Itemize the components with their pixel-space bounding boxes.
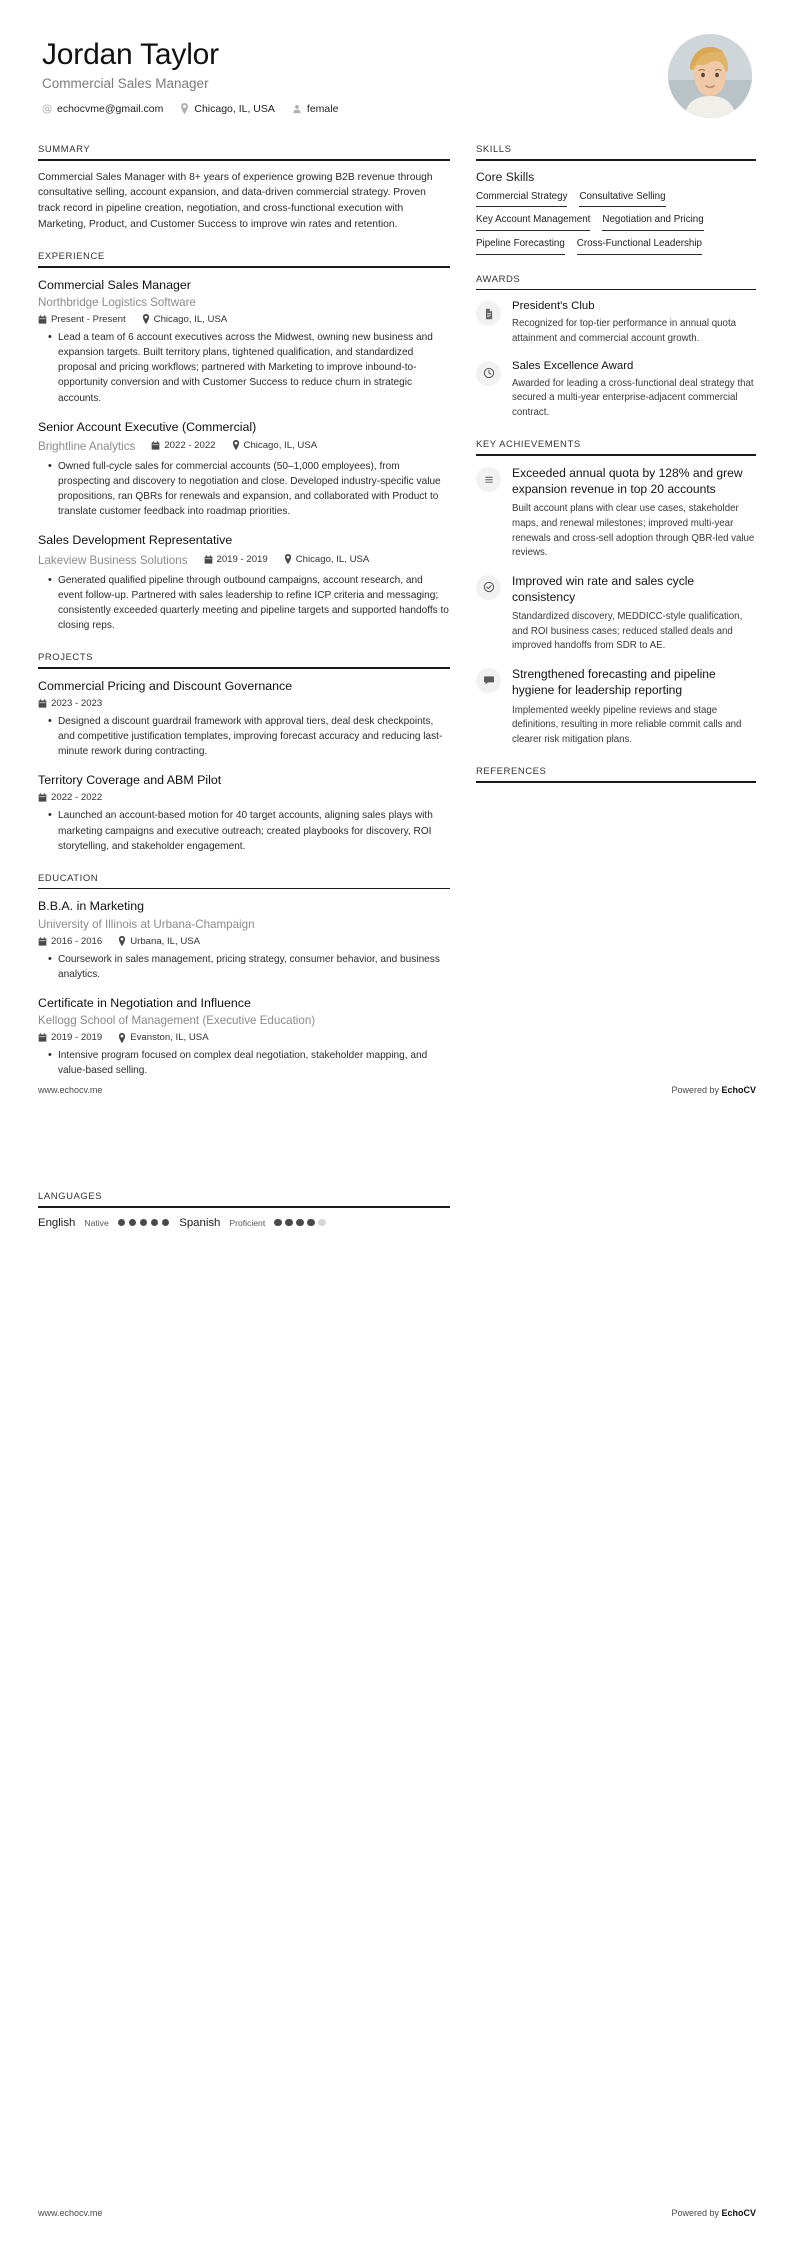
achievement-item <box>476 573 756 654</box>
rating-dot <box>318 1219 326 1227</box>
email-icon <box>42 104 52 114</box>
section-title-skills: SKILLS <box>476 144 512 155</box>
section-divider <box>38 1206 450 1208</box>
achievement-description: Implemented weekly pipeline reviews and stage definitions, resulting in more reliable commit calls and clearer risk mitigation plans. <box>512 704 742 745</box>
list-item: • Generated qualified pipeline through outbound campaigns, account research, and event follow-up. Partnered with sales leadership to refine ICP criteria and messaging; consistently exceeded quarterly meeting and pipeline targets and supported handoffs to closing reps. <box>50 573 450 634</box>
experience-role: Senior Account Executive (Commercial) <box>38 419 257 434</box>
education-bullets <box>38 1048 450 1078</box>
education-school: University of Illinois at Urbana-Champaign <box>38 917 255 931</box>
entry-location <box>284 554 370 565</box>
entry-location-text: Urbana, IL, USA <box>130 935 201 947</box>
rating-dot <box>296 1219 304 1227</box>
header-text-block <box>42 34 338 115</box>
education-meta <box>38 1032 450 1043</box>
section-divider <box>38 159 450 161</box>
achievement-body <box>512 465 756 561</box>
section-title-summary: SUMMARY <box>38 144 91 155</box>
experience-company: Brightline Analytics <box>38 439 136 453</box>
clock-icon <box>476 361 501 386</box>
experience-company: Lakeview Business Solutions <box>38 553 188 567</box>
date-range-text: Present - Present <box>51 313 126 325</box>
section-awards <box>476 274 756 420</box>
project-meta <box>38 792 450 803</box>
contact-location <box>180 103 275 115</box>
date-range <box>38 792 102 803</box>
footer-website[interactable]: www.echocv.me <box>38 1085 103 1095</box>
project-title: Commercial Pricing and Discount Governance <box>38 678 293 693</box>
document-icon <box>476 301 501 326</box>
entry-location-text: Chicago, IL, USA <box>243 439 318 451</box>
contact-email <box>42 103 163 115</box>
rating-dot <box>307 1219 315 1227</box>
entry-location-text: Evanston, IL, USA <box>130 1032 209 1044</box>
education-entry <box>38 898 450 981</box>
experience-entry <box>38 419 450 520</box>
list-item: • Intensive program focused on complex deal negotiation, stakeholder mapping, and value-based selling. <box>50 1048 450 1078</box>
rating-dot <box>285 1219 293 1227</box>
experience-bullets <box>38 573 450 634</box>
award-item <box>476 299 756 346</box>
skill-tag: Commercial Strategy <box>476 191 567 208</box>
rating-dot <box>274 1219 282 1227</box>
project-meta <box>38 698 450 709</box>
entry-location <box>232 440 318 451</box>
section-divider <box>38 888 450 890</box>
skills-tag-list <box>476 191 756 255</box>
calendar-icon <box>204 555 213 564</box>
list-item: • Owned full-cycle sales for commercial accounts (50–1,000 employees), from prospecting and discovery to negotiation and close. Developed industry-specific value propositions, ran QBRs for renewals and expansion, and collaborated with Product to translate customer feedback into roadmap priorities. <box>50 459 450 520</box>
section-education <box>38 873 450 1079</box>
page-footer <box>38 2208 756 2218</box>
award-body <box>512 359 756 421</box>
date-range <box>38 314 126 325</box>
skills-group-title: Core Skills <box>476 169 535 184</box>
education-meta <box>38 936 450 947</box>
project-entry <box>38 772 450 854</box>
section-summary <box>38 144 450 232</box>
experience-entry <box>38 277 450 406</box>
experience-org-meta <box>38 437 450 454</box>
list-icon <box>476 467 501 492</box>
calendar-icon <box>38 315 47 324</box>
experience-entry <box>38 532 450 633</box>
section-title-education: EDUCATION <box>38 872 99 884</box>
footer-powered-label: Powered by <box>671 1085 722 1095</box>
rating-dot <box>129 1219 137 1227</box>
contact-row <box>42 103 338 115</box>
language-item <box>38 1217 169 1229</box>
award-item <box>476 359 756 421</box>
location-pin-icon <box>180 103 189 114</box>
contact-email-text: echocvme@gmail.com <box>57 102 164 115</box>
skill-tag: Key Account Management <box>476 214 590 231</box>
section-title-languages: LANGUAGES <box>38 1191 103 1202</box>
project-bullets <box>38 714 450 759</box>
person-icon <box>292 104 302 114</box>
education-school: Kellogg School of Management (Executive Education) <box>38 1014 316 1028</box>
date-range <box>38 936 102 947</box>
section-title-experience: EXPERIENCE <box>38 251 105 263</box>
language-name: English <box>38 1216 76 1229</box>
award-description: Recognized for top-tier performance in annual quota attainment and commercial account growth. <box>512 318 737 344</box>
section-divider <box>38 266 450 268</box>
section-title-awards: AWARDS <box>476 273 521 285</box>
list-item: • Designed a discount guardrail framework with approval tiers, deal desk checkpoints, and competitive justification templates, improving forecast accuracy and reducing last-minute rework during contracting. <box>50 714 450 759</box>
achievement-item <box>476 666 756 747</box>
entry-location-text: Chicago, IL, USA <box>153 313 228 325</box>
list-item: • Lead a team of 6 account executives across the Midwest, owning new business and expansion targets. Built territory plans, tightened qualification, and standardized proposal and pricing workflows; partnered with Marketing to improve inbound-to-opportunity conversion and with Customer Success to reduce churn in strategic accounts. <box>50 330 450 406</box>
right-column <box>476 144 756 802</box>
resume-page-2 <box>0 1123 794 2246</box>
experience-bullets <box>38 459 450 520</box>
achievement-item <box>476 465 756 561</box>
experience-role: Sales Development Representative <box>38 533 233 548</box>
date-range-text: 2019 - 2019 <box>216 553 268 565</box>
entry-location-text: Chicago, IL, USA <box>295 553 370 565</box>
section-title-projects: PROJECTS <box>38 652 94 664</box>
resume-header <box>38 34 756 118</box>
contact-gender <box>292 103 339 115</box>
calendar-icon <box>151 441 160 450</box>
languages-list <box>38 1217 450 1229</box>
section-references <box>476 766 756 783</box>
skill-tag: Pipeline Forecasting <box>476 238 565 255</box>
calendar-icon <box>38 937 47 946</box>
rating-dot <box>118 1219 126 1227</box>
list-item: • Coursework in sales management, pricing strategy, consumer behavior, and business analytics. <box>50 952 450 982</box>
summary-text: Commercial Sales Manager with 8+ years of experience growing B2B revenue through consultative selling, account expansion, and data-driven commercial strategy. Proven track record in pipeline creation, negotiation, and cross-functional execution with Marketing, Product, and Customer Success to improve win rates and retention. <box>38 171 433 230</box>
section-key-achievements <box>476 439 756 747</box>
award-body <box>512 299 756 346</box>
language-name: Spanish <box>179 1216 221 1229</box>
education-degree: Certificate in Negotiation and Influence <box>38 995 251 1010</box>
list-item: • Launched an account-based motion for 40 target accounts, aligning sales plays with marketing campaigns and executive outreach; created playbooks for discovery, ROI storytelling, and stakeholder engagement. <box>50 808 450 853</box>
location-pin-icon <box>118 1033 126 1043</box>
section-divider <box>476 781 756 783</box>
skill-tag: Cross-Functional Leadership <box>577 238 702 255</box>
achievement-title: Strengthened forecasting and pipeline hygiene for leadership reporting <box>512 666 716 698</box>
chat-icon <box>476 668 501 693</box>
language-rating-dots <box>274 1219 326 1227</box>
calendar-icon <box>38 699 47 708</box>
section-divider <box>476 289 756 291</box>
section-projects <box>38 652 450 854</box>
contact-gender-text: female <box>306 102 339 115</box>
skill-tag: Negotiation and Pricing <box>602 214 703 231</box>
achievement-body <box>512 573 756 654</box>
experience-role: Commercial Sales Manager <box>38 277 191 292</box>
achievement-title: Exceeded annual quota by 128% and grew expansion revenue in top 20 accounts <box>512 465 743 497</box>
rating-dot <box>151 1219 159 1227</box>
experience-meta <box>38 314 450 325</box>
experience-meta <box>151 440 317 451</box>
project-bullets <box>38 808 450 853</box>
footer-brand-name: EchoCV <box>721 1085 756 1095</box>
contact-location-text: Chicago, IL, USA <box>194 102 275 115</box>
date-range-text: 2022 - 2022 <box>164 439 216 451</box>
rating-dot <box>162 1219 170 1227</box>
date-range-text: 2016 - 2016 <box>51 935 103 947</box>
date-range-text: 2019 - 2019 <box>51 1032 103 1044</box>
footer-brand-name: EchoCV <box>721 2208 756 2218</box>
experience-company: Northbridge Logistics Software <box>38 295 196 309</box>
section-languages <box>38 1191 450 1229</box>
language-rating-dots <box>118 1219 170 1227</box>
award-description: Awarded for leading a cross-functional deal strategy that secured a multi-year enterprise-adjacent commercial contract. <box>512 377 754 418</box>
location-pin-icon <box>284 554 292 564</box>
date-range <box>38 1032 102 1043</box>
calendar-icon <box>38 1033 47 1042</box>
professional-headline: Commercial Sales Manager <box>42 75 209 91</box>
location-pin-icon <box>232 440 240 450</box>
section-divider <box>476 454 756 456</box>
section-skills <box>476 144 756 255</box>
date-range <box>151 440 215 451</box>
avatar <box>668 34 752 118</box>
education-entry <box>38 995 450 1078</box>
date-range-text: 2023 - 2023 <box>51 697 103 709</box>
language-level: Proficient <box>229 1217 266 1228</box>
section-title-key-achievements: KEY ACHIEVEMENTS <box>476 439 581 451</box>
achievement-description: Standardized discovery, MEDDICC-style qualification, and ROI business cases; reduced stalled deals and improved handoffs from SDR to AE. <box>512 611 743 652</box>
footer-powered-label: Powered by <box>671 2208 722 2218</box>
check-circle-icon <box>476 575 501 600</box>
section-experience <box>38 251 450 633</box>
experience-bullets <box>38 330 450 406</box>
date-range <box>38 698 102 709</box>
section-title-references: REFERENCES <box>476 766 547 778</box>
project-title: Territory Coverage and ABM Pilot <box>38 773 222 788</box>
achievement-body <box>512 666 756 747</box>
entry-location <box>118 1032 208 1043</box>
award-title: Sales Excellence Award <box>512 359 634 372</box>
entry-location <box>142 314 228 325</box>
skill-tag: Consultative Selling <box>579 191 665 208</box>
footer-brand <box>671 2208 756 2218</box>
page-footer <box>38 1085 756 1095</box>
section-divider <box>38 667 450 669</box>
calendar-icon <box>38 793 47 802</box>
achievement-title: Improved win rate and sales cycle consistency <box>512 573 695 604</box>
location-pin-icon <box>142 314 150 324</box>
language-level: Native <box>84 1217 109 1228</box>
date-range <box>204 554 268 565</box>
resume-body <box>38 144 756 1097</box>
experience-org-meta <box>38 551 450 568</box>
award-title: President's Club <box>512 300 595 313</box>
footer-brand <box>671 1085 756 1095</box>
date-range-text: 2022 - 2022 <box>51 792 103 804</box>
education-bullets <box>38 952 450 982</box>
left-column <box>38 144 450 1097</box>
language-item <box>179 1217 326 1229</box>
footer-website[interactable]: www.echocv.me <box>38 2208 103 2218</box>
project-entry <box>38 678 450 760</box>
page-title: Jordan Taylor <box>42 38 219 71</box>
entry-location <box>118 936 200 947</box>
rating-dot <box>140 1219 148 1227</box>
section-divider <box>476 159 756 161</box>
experience-meta <box>204 554 370 565</box>
achievement-description: Built account plans with clear use cases, stakeholder maps, and renewal milestones; improved multi-year renewals and cross-sell adoption through QBR-led value reviews. <box>512 503 755 559</box>
education-degree: B.B.A. in Marketing <box>38 899 145 914</box>
location-pin-icon <box>118 936 126 946</box>
